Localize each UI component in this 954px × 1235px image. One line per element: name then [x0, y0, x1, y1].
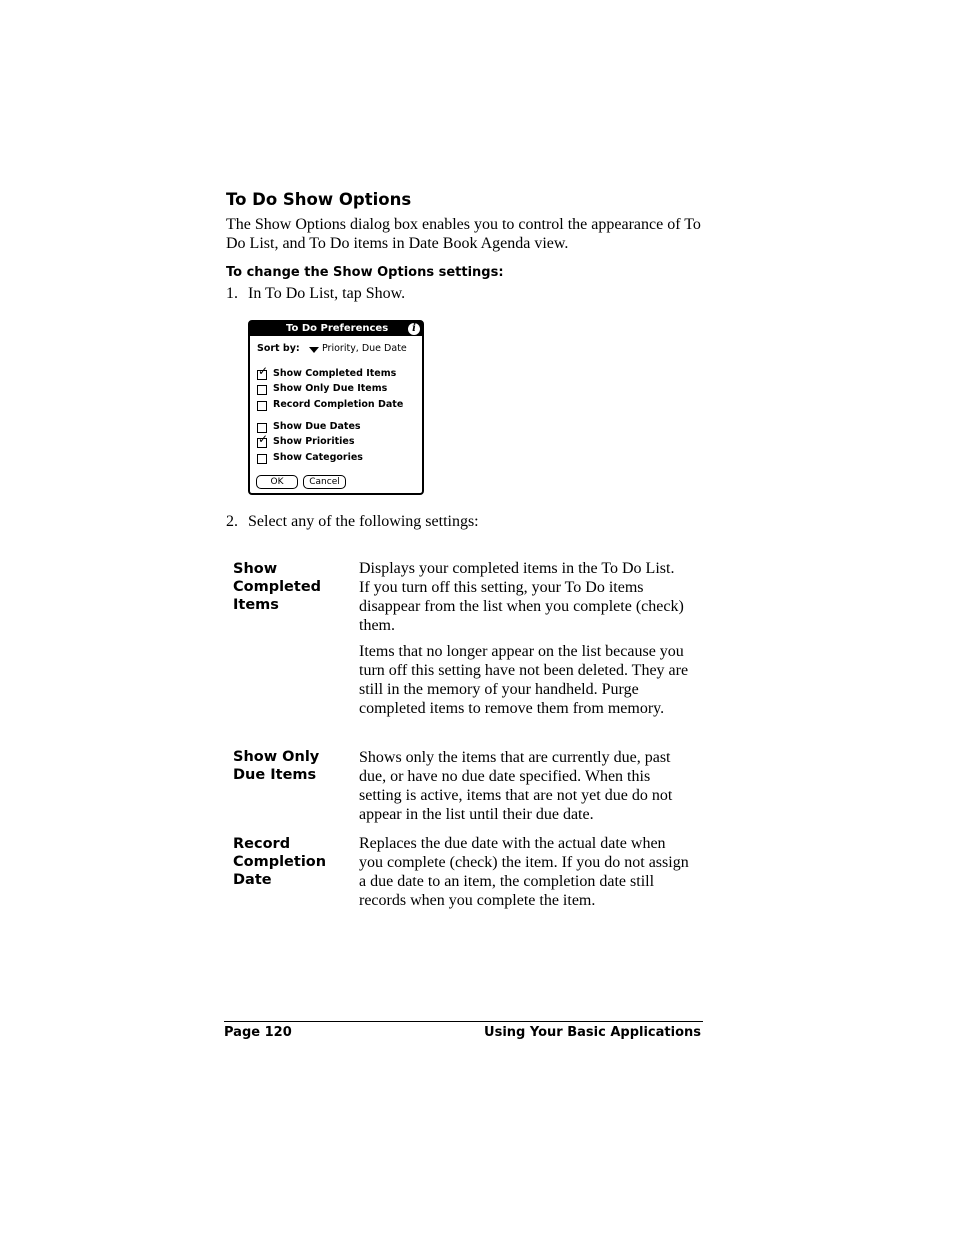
section-heading: To Do Show Options [226, 190, 412, 209]
step-text: In To Do List, tap Show. [248, 285, 406, 302]
cancel-button[interactable]: Cancel [303, 475, 346, 489]
option-label: Record Completion Date [273, 399, 404, 410]
footer-rule [224, 1021, 703, 1022]
step-number: 2. [226, 513, 238, 530]
checkbox[interactable] [257, 364, 269, 380]
step-text: Select any of the following settings: [248, 513, 479, 530]
step-number: 1. [226, 285, 238, 302]
checkmark-icon: ✓ [258, 432, 269, 446]
setting-term-show-only-due-items: Show Only Due Items [233, 749, 320, 783]
setting-desc-show-completed-items-note: Items that no longer appear on the list because you turn off this setting have not been deleted. They are still in the memory of your handheld. Purge completed items to remove them from memory. [359, 643, 689, 717]
step-2 [226, 513, 479, 531]
info-icon[interactable]: i [408, 323, 420, 335]
setting-desc-show-completed-items: Displays your completed items in the To Do List. If you turn off this setting, your To Do items disappear from the list when you complete (check) them. [359, 560, 684, 634]
checkbox[interactable] [257, 454, 267, 464]
ok-button[interactable]: OK [256, 475, 298, 489]
checkbox[interactable] [257, 432, 269, 448]
procedure-heading: To change the Show Options settings: [226, 265, 504, 280]
setting-desc-show-only-due-items: Shows only the items that are currently due, past due, or have no due date specified. When this setting is active, items that are not yet due do not appear in the list until their due date. [359, 749, 673, 823]
sort-by-select[interactable]: Priority, Due Date [322, 343, 407, 354]
step-1 [226, 285, 405, 303]
dropdown-arrow-icon[interactable] [309, 347, 319, 353]
option-label: Show Due Dates [273, 421, 361, 432]
option-label: Show Priorities [273, 436, 355, 447]
dialog-title: To Do Preferences [286, 323, 389, 334]
chapter-title: Using Your Basic Applications [484, 1025, 701, 1040]
option-label: Show Only Due Items [273, 383, 388, 394]
checkmark-icon: ✓ [258, 364, 269, 378]
to-do-preferences-dialog [248, 320, 424, 495]
dialog-title-bar [250, 322, 422, 336]
sort-by-label: Sort by: [257, 343, 300, 354]
setting-term-show-completed-items: Show Completed Items [233, 561, 322, 613]
setting-term-record-completion-date: Record Completion Date [233, 836, 327, 888]
setting-desc-record-completion-date: Replaces the due date with the actual date when you complete (check) the item. If you do not assign a due date to an item, the completion date still records when you complete the item. [359, 835, 689, 909]
checkbox[interactable] [257, 401, 267, 411]
intro-paragraph: The Show Options dialog box enables you to control the appearance of To Do List, and To Do items in Date Book Agenda view. [226, 216, 701, 252]
option-label: Show Completed Items [273, 368, 397, 379]
checkbox[interactable] [257, 385, 267, 395]
option-label: Show Categories [273, 452, 363, 463]
page-number: Page 120 [224, 1025, 292, 1040]
